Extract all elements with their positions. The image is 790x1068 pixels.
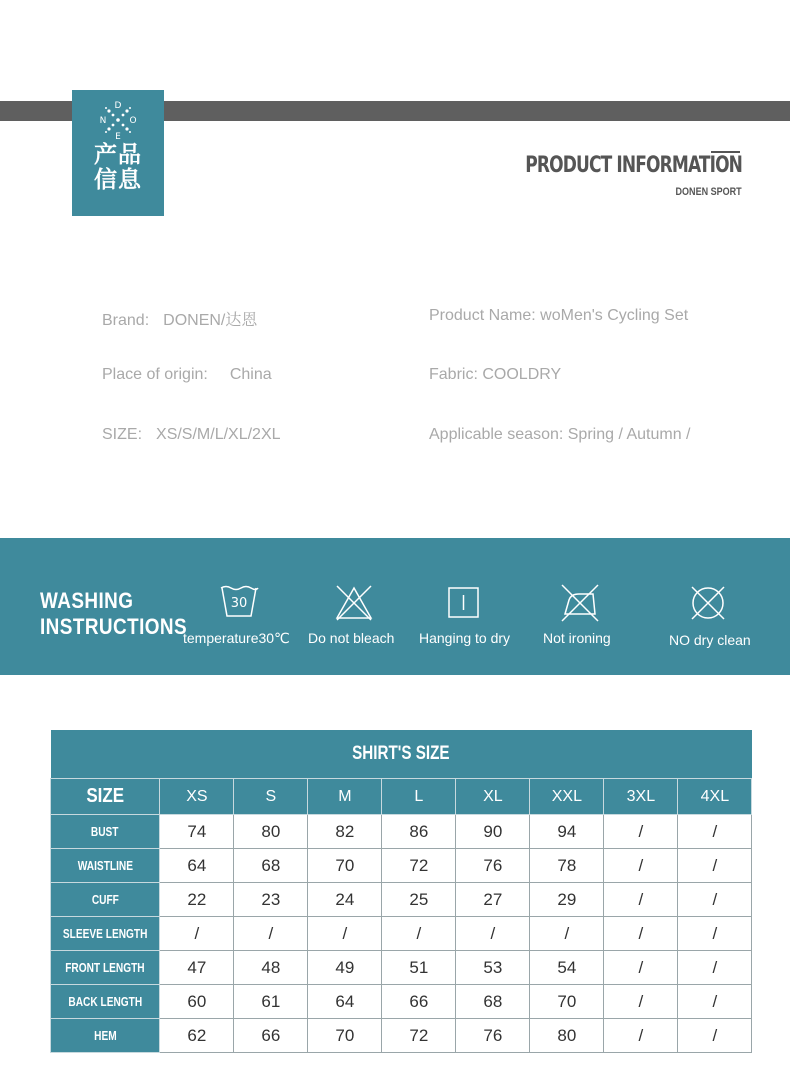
table-cell: 80 xyxy=(530,1019,604,1053)
table-cell: 74 xyxy=(160,815,234,849)
hang-dry-icon xyxy=(447,586,481,620)
table-cell: / xyxy=(678,815,752,849)
table-cell: 72 xyxy=(382,849,456,883)
table-cell: 76 xyxy=(456,849,530,883)
product-name: Product Name: woMen's Cycling Set xyxy=(429,307,689,324)
table-cell: / xyxy=(604,883,678,917)
table-cell: 29 xyxy=(530,883,604,917)
table-cell: 61 xyxy=(234,985,308,1019)
table-cell: / xyxy=(456,917,530,951)
table-cell: 66 xyxy=(382,985,456,1019)
table-cell: 25 xyxy=(382,883,456,917)
washing-title xyxy=(40,588,187,640)
table-cell: 80 xyxy=(234,815,308,849)
table-cell: 70 xyxy=(530,985,604,1019)
row-label-text: FRONT LENGTH xyxy=(65,960,145,975)
no-iron-label: Not ironing xyxy=(543,630,611,646)
size-header-label-text: SIZE xyxy=(86,785,125,807)
size-col-header: 3XL xyxy=(604,779,678,815)
logo-letter-n: N xyxy=(99,116,107,126)
table-cell: 51 xyxy=(382,951,456,985)
table-cell: 90 xyxy=(456,815,530,849)
row-label xyxy=(51,917,160,951)
row-label xyxy=(51,815,160,849)
no-bleach-label: Do not bleach xyxy=(308,630,395,646)
table-cell: 27 xyxy=(456,883,530,917)
table-row xyxy=(51,1019,752,1053)
brand-info xyxy=(102,307,257,330)
table-cell: 24 xyxy=(308,883,382,917)
badge-text-line1: 产品 xyxy=(94,142,142,168)
row-label xyxy=(51,849,160,883)
logo-letter-o: O xyxy=(129,116,137,126)
brand-value: DONEN/达恩 xyxy=(163,312,258,329)
size-col-header: L xyxy=(382,779,456,815)
size-label: SIZE: xyxy=(102,426,143,443)
row-label xyxy=(51,883,160,917)
table-cell: / xyxy=(382,917,456,951)
table-cell: / xyxy=(604,985,678,1019)
size-header-row xyxy=(51,779,752,815)
size-col-header: XXL xyxy=(530,779,604,815)
fabric-info: Fabric: COOLDRY xyxy=(429,366,562,383)
table-cell: / xyxy=(530,917,604,951)
origin-info xyxy=(102,366,272,384)
size-table-title xyxy=(51,730,752,779)
size-table-title-text: SHIRT'S SIZE xyxy=(352,743,450,764)
size-col-header: XL xyxy=(456,779,530,815)
washing-title-line2: INSTRUCTIONS xyxy=(40,614,188,639)
table-cell: / xyxy=(604,849,678,883)
table-cell: 70 xyxy=(308,849,382,883)
table-cell: 94 xyxy=(530,815,604,849)
table-cell: 48 xyxy=(234,951,308,985)
table-cell: 72 xyxy=(382,1019,456,1053)
table-cell: 64 xyxy=(308,985,382,1019)
table-cell: 70 xyxy=(308,1019,382,1053)
wash-30-icon xyxy=(218,584,260,620)
row-label-text: BUST xyxy=(91,824,119,839)
row-label xyxy=(51,1019,160,1053)
table-cell: 86 xyxy=(382,815,456,849)
table-row xyxy=(51,849,752,883)
brand-label: Brand: xyxy=(102,312,150,329)
size-header-label xyxy=(51,779,160,815)
row-label xyxy=(51,985,160,1019)
badge-text-line2: 信息 xyxy=(94,167,142,193)
table-cell: / xyxy=(604,951,678,985)
table-cell: / xyxy=(160,917,234,951)
wash-30-label: temperature30℃ xyxy=(183,630,290,646)
size-info xyxy=(102,426,281,444)
hang-dry-label: Hanging to dry xyxy=(419,630,511,646)
table-cell: 64 xyxy=(160,849,234,883)
table-cell: / xyxy=(604,815,678,849)
table-cell: / xyxy=(678,917,752,951)
no-dry-clean-label: NO dry clean xyxy=(669,632,751,648)
page-subtitle: DONEN SPORT xyxy=(675,186,742,198)
table-row xyxy=(51,883,752,917)
origin-label: Place of origin: xyxy=(102,366,208,383)
table-cell: 68 xyxy=(456,985,530,1019)
table-cell: / xyxy=(678,951,752,985)
logo-letter-e: E xyxy=(115,132,121,140)
table-cell: 60 xyxy=(160,985,234,1019)
no-iron-icon xyxy=(559,582,601,624)
no-bleach-icon xyxy=(333,582,375,624)
table-cell: 22 xyxy=(160,883,234,917)
row-label-text: BACK LENGTH xyxy=(68,994,143,1009)
table-cell: / xyxy=(234,917,308,951)
table-cell: / xyxy=(678,883,752,917)
table-cell: / xyxy=(678,849,752,883)
table-cell: 68 xyxy=(234,849,308,883)
table-row xyxy=(51,951,752,985)
washing-title-line1: WASHING xyxy=(40,588,134,613)
table-cell: 82 xyxy=(308,815,382,849)
table-cell: 78 xyxy=(530,849,604,883)
row-label-text: HEM xyxy=(93,1028,117,1043)
no-dry-clean-icon xyxy=(687,582,729,624)
table-cell: / xyxy=(678,1019,752,1053)
table-cell: 66 xyxy=(234,1019,308,1053)
table-cell: 47 xyxy=(160,951,234,985)
size-col-header: S xyxy=(234,779,308,815)
table-cell: / xyxy=(604,1019,678,1053)
row-label xyxy=(51,951,160,985)
table-cell: 49 xyxy=(308,951,382,985)
origin-value: China xyxy=(229,366,272,383)
table-cell: 54 xyxy=(530,951,604,985)
table-cell: / xyxy=(678,985,752,1019)
table-row xyxy=(51,815,752,849)
row-label-text: WAISTLINE xyxy=(77,858,133,873)
season-info: Applicable season: Spring / Autumn / xyxy=(429,426,691,443)
table-cell: 53 xyxy=(456,951,530,985)
row-label-text: CUFF xyxy=(91,892,119,907)
page-title: PRODUCT INFORMATION xyxy=(525,153,742,178)
logo-letter-d: D xyxy=(114,101,122,111)
table-cell: 62 xyxy=(160,1019,234,1053)
size-col-header: 4XL xyxy=(678,779,752,815)
size-table xyxy=(50,730,752,1053)
size-value: XS/S/M/L/XL/2XL xyxy=(156,426,281,443)
table-cell: 23 xyxy=(234,883,308,917)
wash-temp-text: 30 xyxy=(230,596,248,611)
row-label-text: SLEEVE LENGTH xyxy=(62,926,148,941)
donen-logo-icon xyxy=(98,100,138,140)
size-col-header: M xyxy=(308,779,382,815)
table-cell: / xyxy=(308,917,382,951)
table-row xyxy=(51,917,752,951)
table-cell: / xyxy=(604,917,678,951)
table-row xyxy=(51,985,752,1019)
brand-badge xyxy=(72,90,164,216)
size-col-header: XS xyxy=(160,779,234,815)
table-cell: 76 xyxy=(456,1019,530,1053)
